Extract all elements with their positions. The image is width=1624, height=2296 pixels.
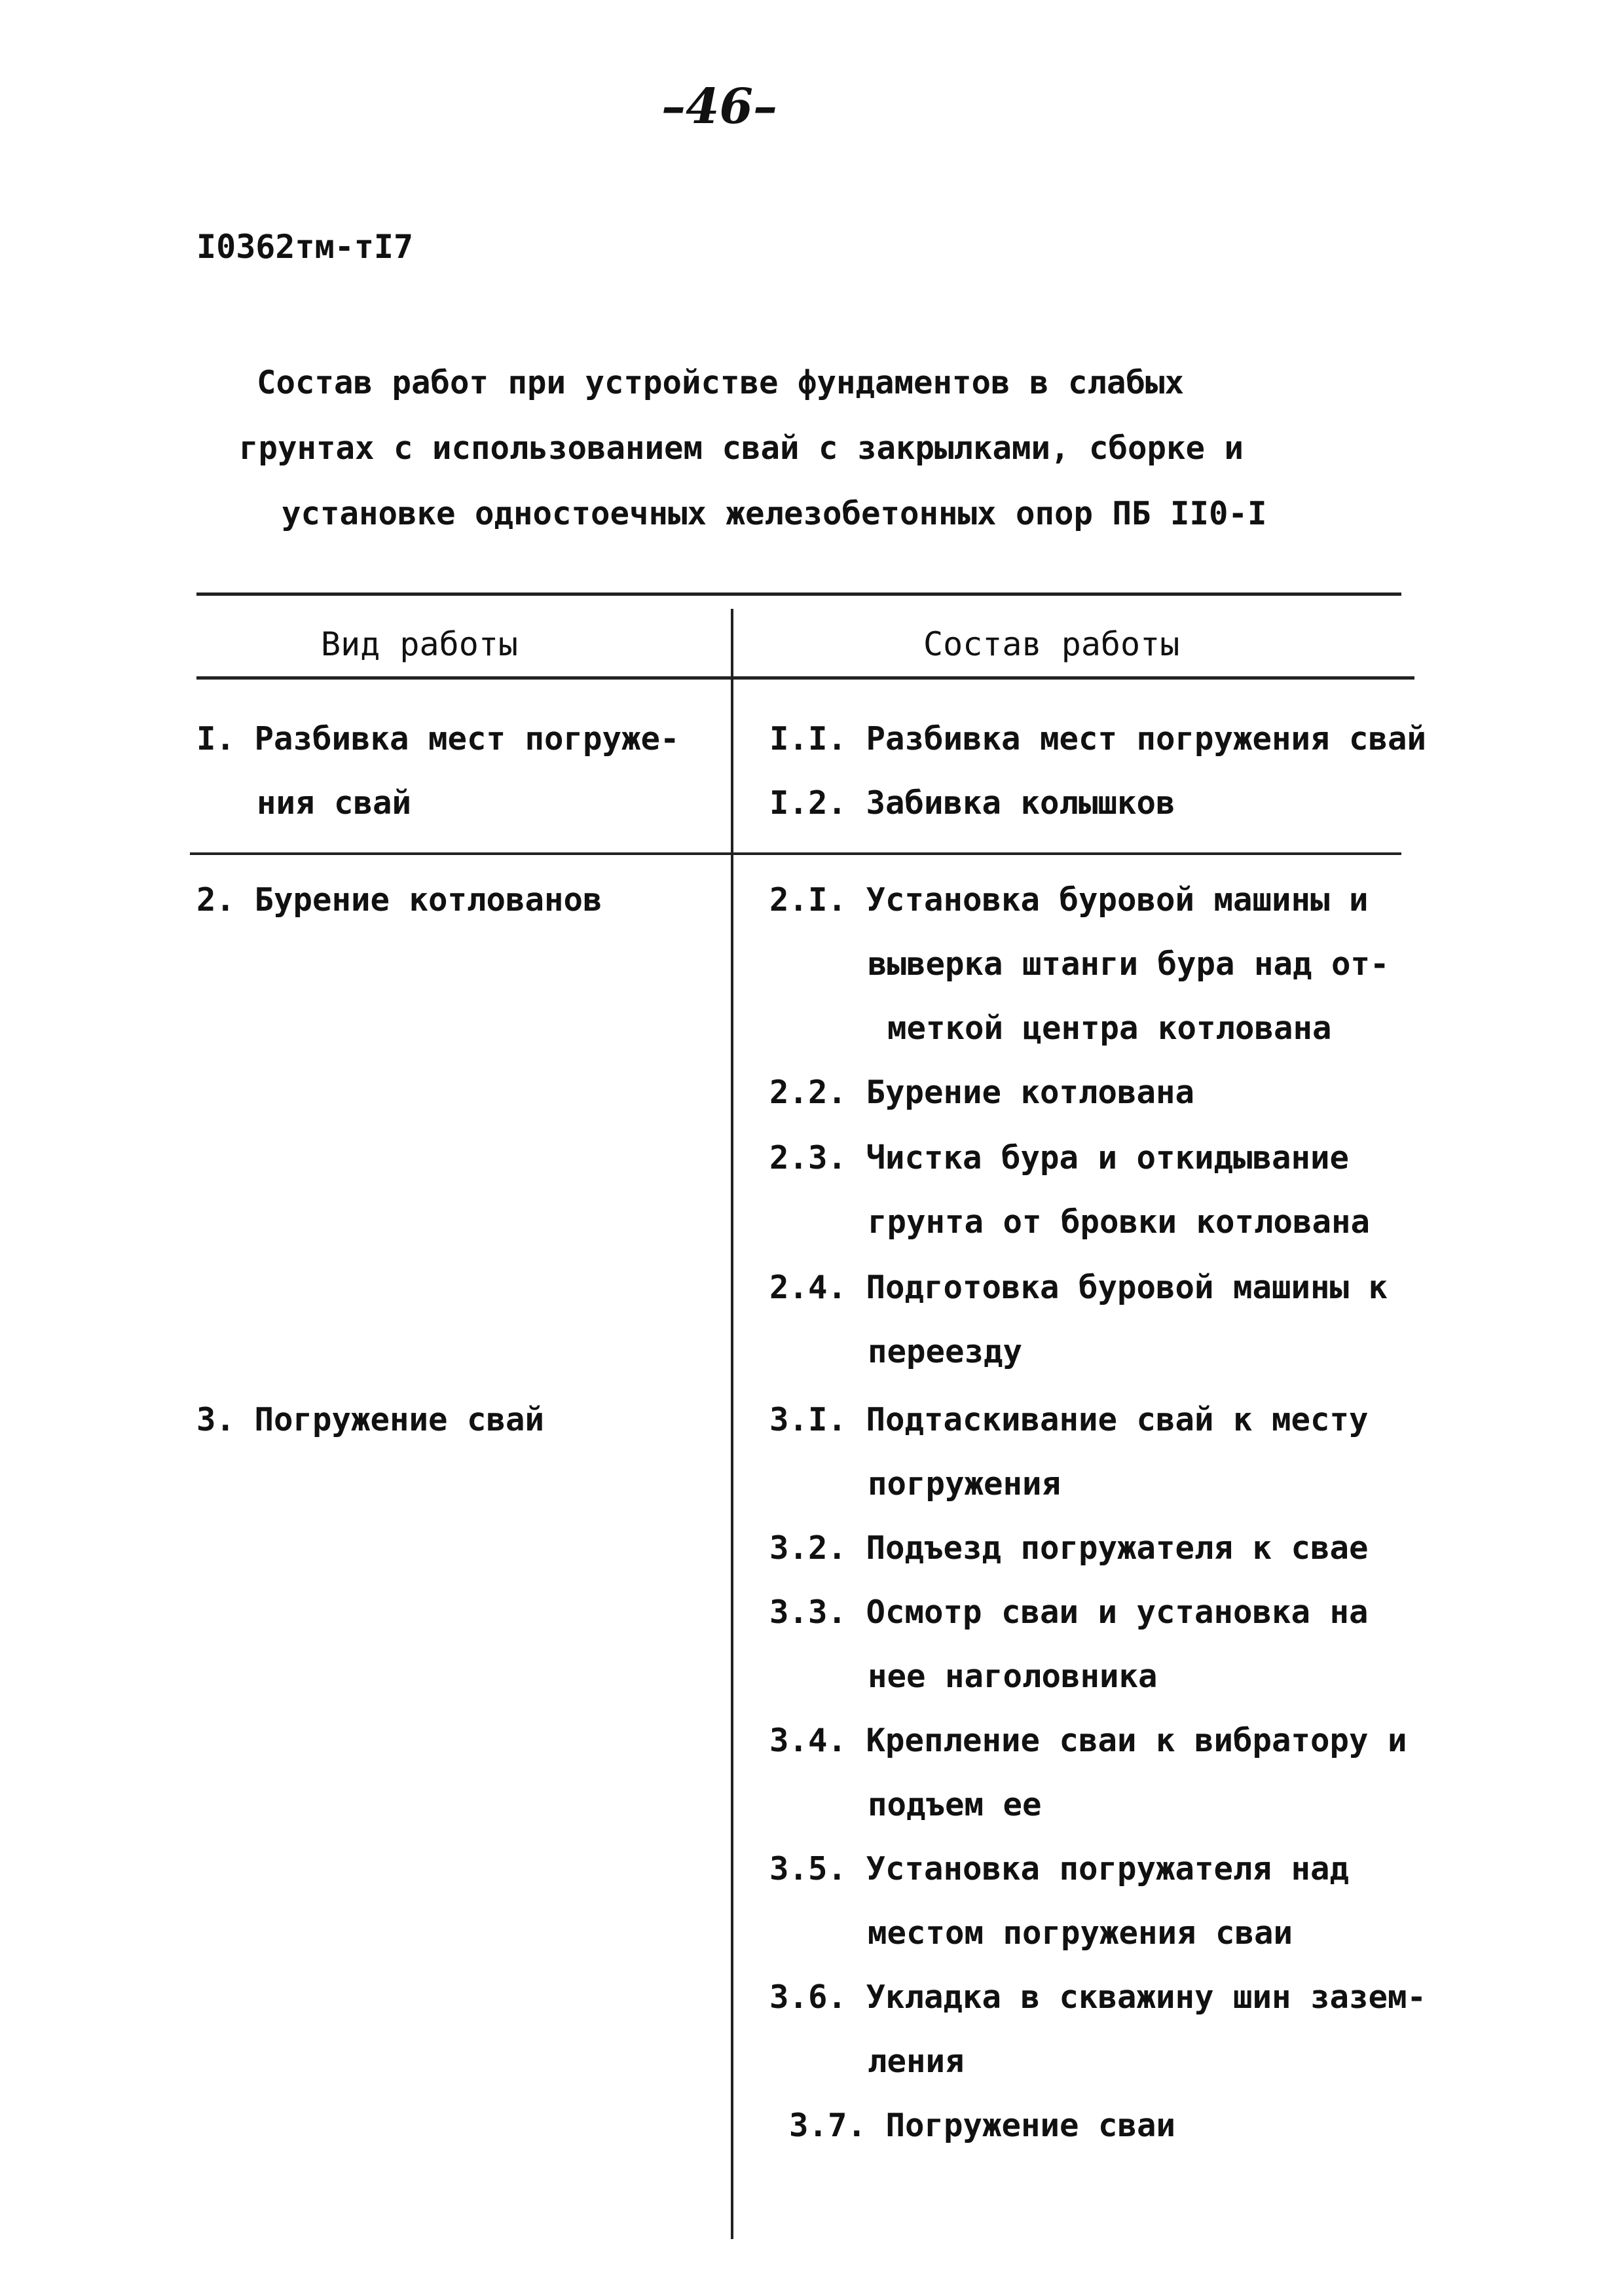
step-2-4-line-2: переезду xyxy=(868,1333,1023,1370)
title-line-1: Состав работ при устройстве фундаментов в слабых xyxy=(257,364,1185,401)
step-3-4-line-2: подъем ее xyxy=(868,1786,1042,1823)
title-line-3: установке одностоечных железобетонных опор ПБ II0-I xyxy=(282,495,1267,532)
step-2-3-line-2: грунта от бровки котлована xyxy=(868,1203,1371,1241)
step-2-4: 2.4. Подготовка буровой машины к xyxy=(769,1269,1388,1306)
step-3-5-line-2: местом погружения сваи xyxy=(868,1914,1293,1952)
work-type-1-line-2: ния свай xyxy=(257,784,412,822)
header-work-composition: Состав работы xyxy=(923,625,1180,663)
step-3-3: 3.3. Осмотр сваи и установка на xyxy=(769,1594,1369,1631)
step-1-1: I.I. Разбивка мест погружения свай xyxy=(769,720,1427,757)
table-column-divider xyxy=(731,609,733,2239)
step-3-6: 3.6. Укладка в скважину шин зазем- xyxy=(769,1978,1427,2016)
work-type-3: 3. Погружение свай xyxy=(196,1401,545,1438)
step-2-3: 2.3. Чистка бура и откидывание xyxy=(769,1139,1350,1176)
step-2-1: 2.I. Установка буровой машины и xyxy=(769,881,1369,919)
document-code: I0362тм-тI7 xyxy=(196,228,414,266)
table-row-divider xyxy=(190,852,1401,855)
work-type-2: 2. Бурение котлованов xyxy=(196,881,602,919)
step-3-1: 3.I. Подтаскивание свай к месту xyxy=(769,1401,1369,1438)
work-type-1-line-1: I. Разбивка мест погруже- xyxy=(196,720,680,757)
step-2-1-line-2: выверка штанги бура над от- xyxy=(868,945,1390,983)
page-number: –46– xyxy=(661,79,777,135)
table-top-rule xyxy=(196,592,1401,596)
header-work-type: Вид работы xyxy=(321,625,519,663)
step-3-6-line-2: ления xyxy=(868,2043,965,2080)
table-header-rule xyxy=(196,676,1414,680)
step-1-2: I.2. Забивка колышков xyxy=(769,784,1175,822)
step-2-2: 2.2. Бурение котлована xyxy=(769,1074,1195,1111)
title-line-2: грунтах с использованием свай с закрылками, сборке и xyxy=(239,429,1244,467)
step-3-2: 3.2. Подъезд погружателя к свае xyxy=(769,1529,1369,1567)
step-3-4: 3.4. Крепление сваи к вибратору и xyxy=(769,1722,1407,1759)
step-3-7: 3.7. Погружение сваи xyxy=(789,2107,1176,2144)
step-2-1-line-3: меткой центра котлована xyxy=(887,1010,1332,1047)
step-3-5: 3.5. Установка погружателя над xyxy=(769,1850,1350,1887)
step-3-1-line-2: погружения xyxy=(868,1465,1061,1503)
step-3-3-line-2: нее наголовника xyxy=(868,1658,1158,1695)
